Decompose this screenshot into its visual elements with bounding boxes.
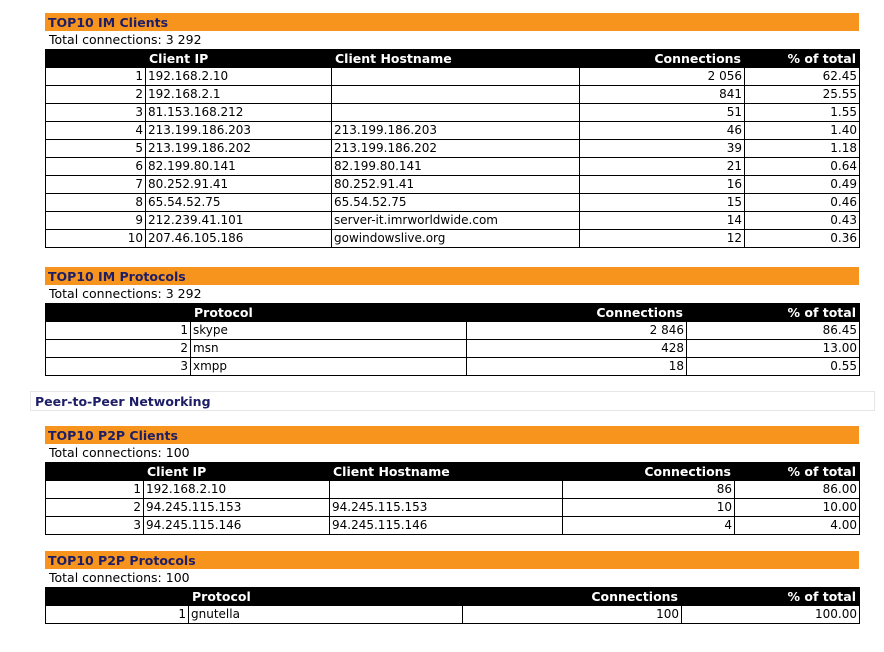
client-ip-cell: 213.199.186.202 bbox=[146, 140, 332, 158]
total-connections: Total connections: 3 292 bbox=[49, 286, 202, 301]
percent-cell: 0.55 bbox=[687, 358, 860, 376]
client-ip-cell: 94.245.115.153 bbox=[144, 499, 330, 517]
col-header-percent: % of total bbox=[687, 304, 860, 322]
protocol-cell: xmpp bbox=[191, 358, 467, 376]
connections-cell: 15 bbox=[580, 194, 745, 212]
connections-cell: 51 bbox=[580, 104, 745, 122]
percent-cell: 62.45 bbox=[745, 68, 860, 86]
col-header-percent: % of total bbox=[735, 463, 860, 481]
table-row bbox=[46, 606, 860, 624]
im-protocols-section bbox=[45, 267, 859, 376]
rank-cell: 5 bbox=[46, 140, 146, 158]
client-hostname-cell: 94.245.115.146 bbox=[330, 517, 563, 535]
table-header-row bbox=[46, 50, 860, 68]
section-title: TOP10 IM Clients bbox=[45, 13, 859, 31]
percent-cell: 0.36 bbox=[745, 230, 860, 248]
col-header-percent: % of total bbox=[745, 50, 860, 68]
section-title: TOP10 P2P Clients bbox=[45, 426, 859, 444]
col-header-connections: Connections bbox=[467, 304, 687, 322]
table-header-row bbox=[46, 463, 860, 481]
connections-cell: 4 bbox=[563, 517, 735, 535]
client-ip-cell: 213.199.186.203 bbox=[146, 122, 332, 140]
connections-cell: 39 bbox=[580, 140, 745, 158]
p2p-clients-body bbox=[46, 481, 860, 535]
rank-cell: 1 bbox=[46, 606, 189, 624]
percent-cell: 4.00 bbox=[735, 517, 860, 535]
table-row bbox=[46, 158, 860, 176]
percent-cell: 1.18 bbox=[745, 140, 860, 158]
table-row bbox=[46, 68, 860, 86]
table-row bbox=[46, 340, 860, 358]
rank-cell: 1 bbox=[46, 322, 191, 340]
percent-cell: 0.46 bbox=[745, 194, 860, 212]
table-header-row bbox=[46, 588, 860, 606]
rank-cell: 2 bbox=[46, 499, 144, 517]
total-connections: Total connections: 3 292 bbox=[49, 32, 202, 47]
connections-cell: 100 bbox=[463, 606, 682, 624]
rank-cell: 4 bbox=[46, 122, 146, 140]
percent-cell: 86.45 bbox=[687, 322, 860, 340]
client-ip-cell: 94.245.115.146 bbox=[144, 517, 330, 535]
protocol-cell: skype bbox=[191, 322, 467, 340]
connections-cell: 2 846 bbox=[467, 322, 687, 340]
col-header-connections: Connections bbox=[580, 50, 745, 68]
table-row bbox=[46, 358, 860, 376]
connections-cell: 14 bbox=[580, 212, 745, 230]
im-protocols-body bbox=[46, 322, 860, 376]
im-protocols-table bbox=[45, 303, 860, 376]
table-row bbox=[46, 86, 860, 104]
col-header-connections: Connections bbox=[463, 588, 682, 606]
p2p-protocols-body bbox=[46, 606, 860, 624]
im-clients-table bbox=[45, 49, 860, 248]
protocol-cell: msn bbox=[191, 340, 467, 358]
rank-cell: 2 bbox=[46, 86, 146, 104]
client-hostname-cell: 65.54.52.75 bbox=[332, 194, 580, 212]
client-hostname-cell: 213.199.186.202 bbox=[332, 140, 580, 158]
total-connections: Total connections: 100 bbox=[49, 570, 190, 585]
client-ip-cell: 192.168.2.1 bbox=[146, 86, 332, 104]
connections-cell: 841 bbox=[580, 86, 745, 104]
client-ip-cell: 192.168.2.10 bbox=[146, 68, 332, 86]
p2p-protocols-section bbox=[45, 551, 859, 624]
client-ip-cell: 65.54.52.75 bbox=[146, 194, 332, 212]
protocol-cell: gnutella bbox=[189, 606, 463, 624]
percent-cell: 100.00 bbox=[682, 606, 860, 624]
client-hostname-cell: 94.245.115.153 bbox=[330, 499, 563, 517]
col-header-connections: Connections bbox=[563, 463, 735, 481]
rank-cell: 1 bbox=[46, 481, 144, 499]
client-hostname-cell: 82.199.80.141 bbox=[332, 158, 580, 176]
rank-cell: 7 bbox=[46, 176, 146, 194]
connections-cell: 2 056 bbox=[580, 68, 745, 86]
section-title: TOP10 P2P Protocols bbox=[45, 551, 859, 569]
percent-cell: 1.55 bbox=[745, 104, 860, 122]
p2p-protocols-table bbox=[45, 587, 860, 624]
client-ip-cell: 212.239.41.101 bbox=[146, 212, 332, 230]
table-row bbox=[46, 230, 860, 248]
client-hostname-cell: 213.199.186.203 bbox=[332, 122, 580, 140]
client-ip-cell: 80.252.91.41 bbox=[146, 176, 332, 194]
client-hostname-cell bbox=[332, 86, 580, 104]
client-ip-cell: 81.153.168.212 bbox=[146, 104, 332, 122]
client-ip-cell: 207.46.105.186 bbox=[146, 230, 332, 248]
connections-cell: 46 bbox=[580, 122, 745, 140]
connections-cell: 21 bbox=[580, 158, 745, 176]
rank-cell: 3 bbox=[46, 517, 144, 535]
rank-cell: 3 bbox=[46, 358, 191, 376]
p2p-clients-table bbox=[45, 462, 860, 535]
connections-cell: 10 bbox=[563, 499, 735, 517]
client-ip-cell: 192.168.2.10 bbox=[144, 481, 330, 499]
col-header-protocol: Protocol bbox=[189, 588, 463, 606]
col-header-client-hostname: Client Hostname bbox=[332, 50, 580, 68]
col-header-client-ip: Client IP bbox=[144, 463, 330, 481]
table-row bbox=[46, 499, 860, 517]
col-header-rank bbox=[46, 588, 189, 606]
rank-cell: 3 bbox=[46, 104, 146, 122]
connections-cell: 428 bbox=[467, 340, 687, 358]
p2p-clients-section bbox=[45, 426, 859, 535]
percent-cell: 0.49 bbox=[745, 176, 860, 194]
total-connections: Total connections: 100 bbox=[49, 445, 190, 460]
percent-cell: 0.43 bbox=[745, 212, 860, 230]
table-row bbox=[46, 176, 860, 194]
p2p-networking-heading: Peer-to-Peer Networking bbox=[30, 391, 875, 411]
rank-cell: 9 bbox=[46, 212, 146, 230]
table-header-row bbox=[46, 304, 860, 322]
col-header-rank bbox=[46, 304, 191, 322]
table-row bbox=[46, 140, 860, 158]
client-hostname-cell bbox=[332, 68, 580, 86]
col-header-protocol: Protocol bbox=[191, 304, 467, 322]
connections-cell: 86 bbox=[563, 481, 735, 499]
table-row bbox=[46, 517, 860, 535]
im-clients-section bbox=[45, 13, 859, 248]
col-header-client-ip: Client IP bbox=[146, 50, 332, 68]
table-row bbox=[46, 481, 860, 499]
col-header-percent: % of total bbox=[682, 588, 860, 606]
client-ip-cell: 82.199.80.141 bbox=[146, 158, 332, 176]
percent-cell: 10.00 bbox=[735, 499, 860, 517]
rank-cell: 10 bbox=[46, 230, 146, 248]
table-row bbox=[46, 104, 860, 122]
percent-cell: 13.00 bbox=[687, 340, 860, 358]
connections-cell: 16 bbox=[580, 176, 745, 194]
rank-cell: 8 bbox=[46, 194, 146, 212]
client-hostname-cell bbox=[330, 481, 563, 499]
percent-cell: 1.40 bbox=[745, 122, 860, 140]
percent-cell: 86.00 bbox=[735, 481, 860, 499]
rank-cell: 6 bbox=[46, 158, 146, 176]
table-row bbox=[46, 194, 860, 212]
col-header-rank bbox=[46, 463, 144, 481]
im-clients-body bbox=[46, 68, 860, 248]
client-hostname-cell: 80.252.91.41 bbox=[332, 176, 580, 194]
rank-cell: 1 bbox=[46, 68, 146, 86]
client-hostname-cell: server-it.imrworldwide.com bbox=[332, 212, 580, 230]
connections-cell: 12 bbox=[580, 230, 745, 248]
percent-cell: 0.64 bbox=[745, 158, 860, 176]
col-header-client-hostname: Client Hostname bbox=[330, 463, 563, 481]
connections-cell: 18 bbox=[467, 358, 687, 376]
percent-cell: 25.55 bbox=[745, 86, 860, 104]
client-hostname-cell: gowindowslive.org bbox=[332, 230, 580, 248]
table-row bbox=[46, 322, 860, 340]
table-row bbox=[46, 122, 860, 140]
table-row bbox=[46, 212, 860, 230]
section-title: TOP10 IM Protocols bbox=[45, 267, 859, 285]
col-header-rank bbox=[46, 50, 146, 68]
client-hostname-cell bbox=[332, 104, 580, 122]
rank-cell: 2 bbox=[46, 340, 191, 358]
